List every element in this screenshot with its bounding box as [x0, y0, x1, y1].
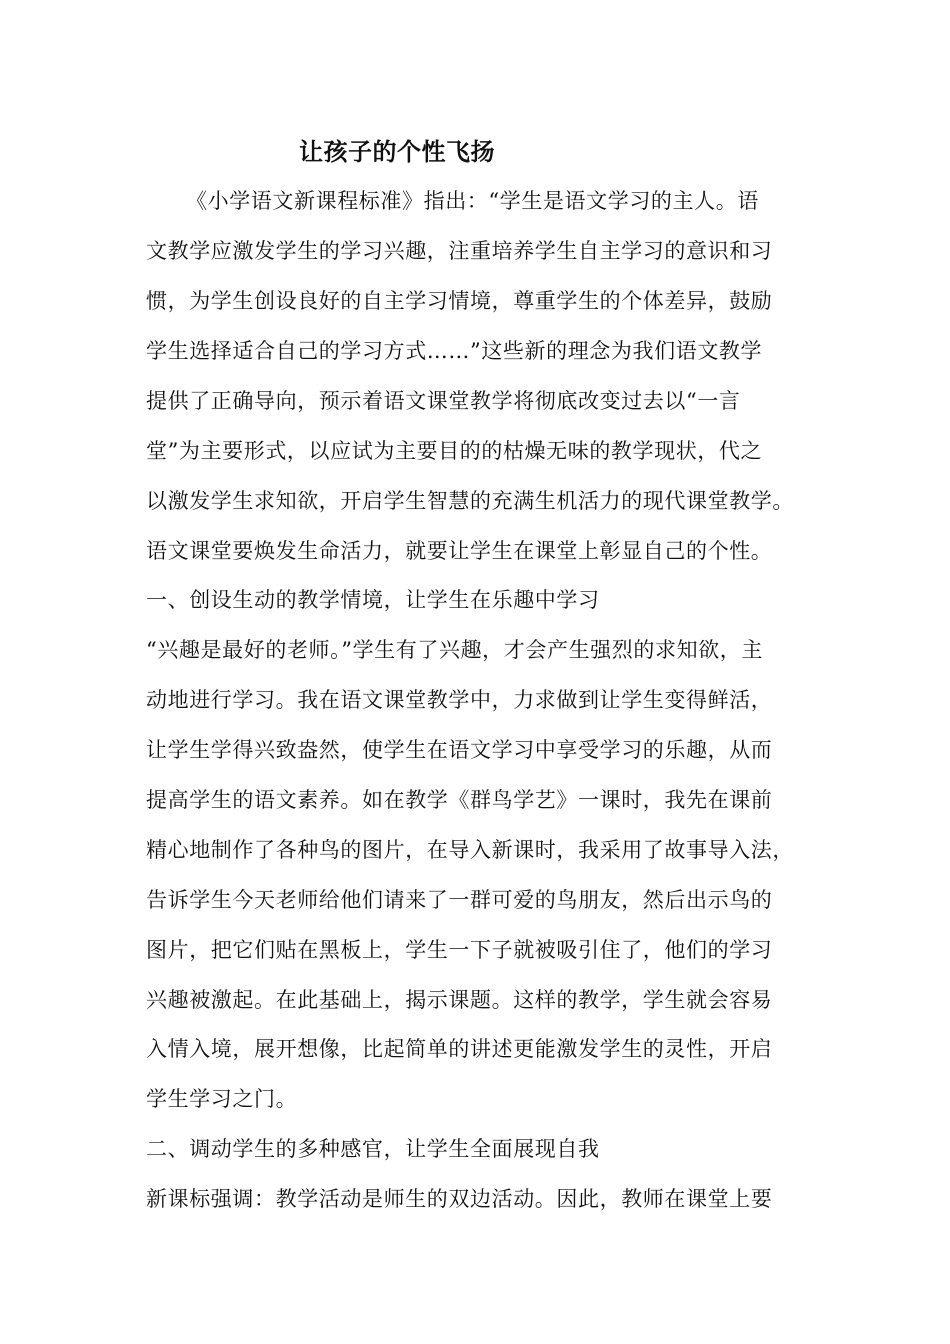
paragraph-line: 新课标强调：教学活动是师生的双边活动。因此，教师在课堂上要 [146, 1187, 773, 1211]
paragraph-line: 告诉学生今天老师给他们请来了一群可爱的鸟朋友，然后出示鸟的 [146, 888, 773, 912]
document-title: 让孩子的个性飞扬 [299, 137, 495, 166]
paragraph-line: 图片，把它们贴在黑板上，学生一下子就被吸引住了，他们的学习 [146, 938, 773, 962]
section-heading: 一、创设生动的教学情境，让学生在乐趣中学习 [146, 588, 600, 612]
paragraph-line: 学生选择适合自己的学习方式……”这些新的理念为我们语文教学 [146, 339, 763, 363]
paragraph-line: 动地进行学习。我在语文课堂教学中，力求做到让学生变得鲜活， [146, 688, 773, 712]
paragraph-line: 精心地制作了各种鸟的图片，在导入新课时，我采用了故事导入法， [146, 838, 794, 862]
paragraph-line: 语文课堂要焕发生命活力，就要让学生在课堂上彰显自己的个性。 [146, 539, 773, 563]
paragraph-line: 学生学习之门。 [146, 1087, 298, 1111]
paragraph-line: 让学生学得兴致盎然，使学生在语文学习中享受学习的乐趣，从而 [146, 738, 773, 762]
paragraph-line: 兴趣被激起。在此基础上，揭示课题。这样的教学，学生就会容易 [146, 988, 773, 1012]
paragraph-line: “兴趣是最好的老师。”学生有了兴趣，才会产生强烈的求知欲，主 [146, 638, 763, 662]
paragraph-line: 提供了正确导向，预示着语文课堂教学将彻底改变过去以“一言 [146, 389, 741, 413]
section-heading: 二、调动学生的多种感官，让学生全面展现自我 [146, 1137, 600, 1161]
paragraph-line: 提高学生的语文素养。如在教学《群鸟学艺》一课时，我先在课前 [146, 788, 773, 812]
paragraph-line: 以激发学生求知欲，开启学生智慧的充满生机活力的现代课堂教学。 [146, 489, 794, 513]
paragraph-line: 文教学应激发学生的学习兴趣，注重培养学生自主学习的意识和习 [146, 239, 773, 263]
paragraph-line: 《小学语文新课程标准》指出：“学生是语文学习的主人。语 [186, 189, 759, 213]
paragraph-line: 惯，为学生创设良好的自主学习情境，尊重学生的个体差异，鼓励 [146, 289, 773, 313]
paragraph-line: 堂”为主要形式，以应试为主要目的的枯燥无味的教学现状，代之 [146, 439, 763, 463]
paragraph-line: 入情入境，展开想像，比起简单的讲述更能激发学生的灵性，开启 [146, 1037, 773, 1061]
